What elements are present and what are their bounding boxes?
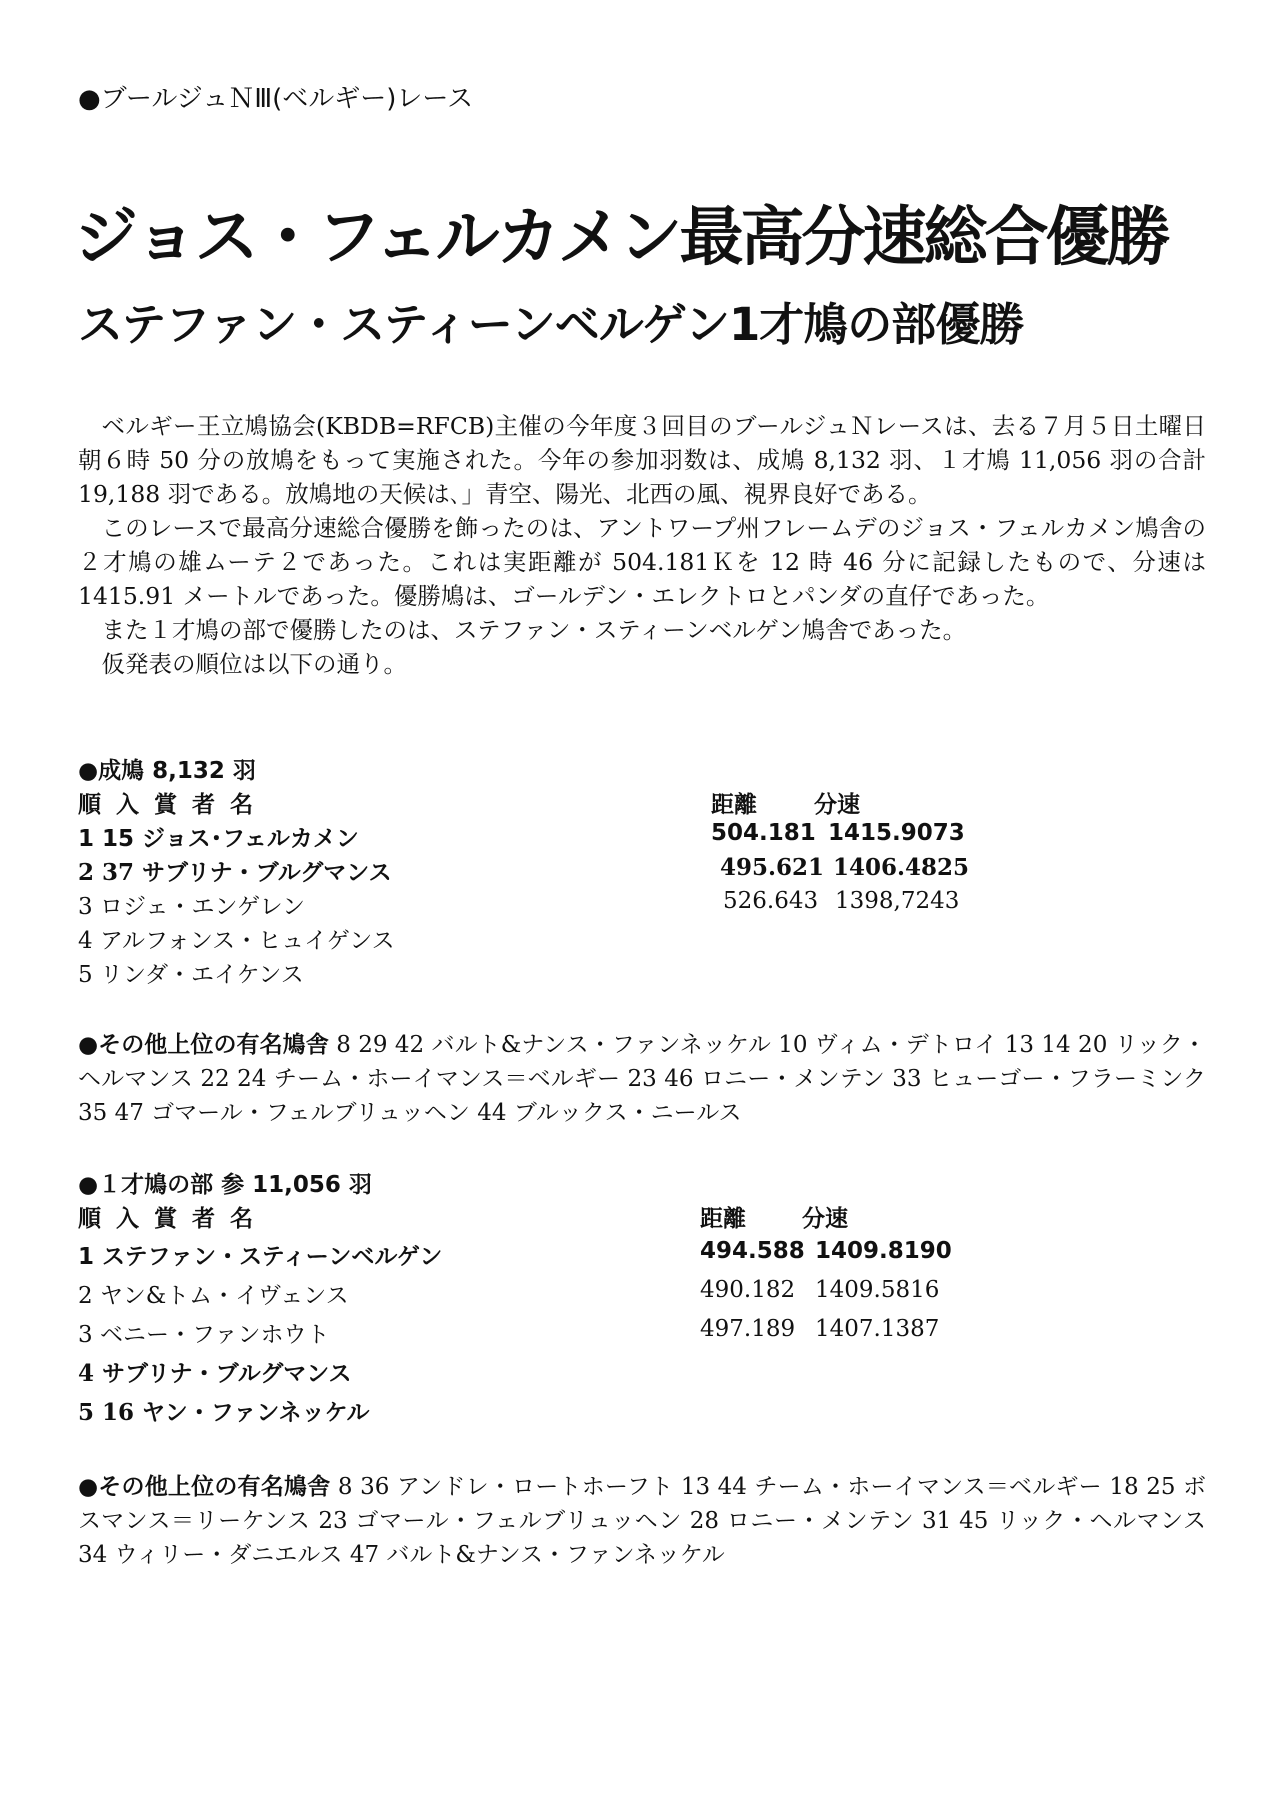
adult-section-title: ●成鳩 8,132 羽 [78, 758, 256, 784]
row-distance: 497.189 [700, 1316, 796, 1342]
race-label: ●ブールジュＮⅢ(ベルギー)レース [78, 84, 474, 114]
row-distance: 490.182 [700, 1277, 796, 1303]
table-row [78, 1277, 1078, 1316]
header-distance: 距離 [711, 792, 757, 818]
row-rank-name: 5 リンダ・エイケンス [78, 962, 304, 988]
table-row [78, 956, 1078, 990]
row-distance: 494.588 [700, 1238, 805, 1264]
row-rank-name: 2 ヤン&トム・イヴェンス [78, 1283, 349, 1309]
body-paragraph: また１才鳩の部で優勝したのは、ステファン・スティーンベルゲン鳩舎であった。 [101, 616, 967, 644]
table-row [78, 1238, 1078, 1277]
header-speed: 分速 [814, 792, 860, 818]
row-speed: 1409.8190 [815, 1238, 952, 1264]
table-row [78, 1394, 1078, 1433]
headline: ジョス・フェルカメン最高分速総合優勝 [74, 201, 1168, 275]
table-row [78, 888, 1078, 922]
other-lofts-label: ●その他上位の有名鳩舎 [78, 1474, 331, 1500]
row-rank-name: 1 15 ジョス･フェルカメン [78, 826, 359, 852]
table-header [78, 1200, 1078, 1238]
row-rank-name: 3 ロジェ・エンゲレン [78, 894, 305, 920]
other-lofts-list: 8 36 アンドレ・ロートホーフト 13 44 チーム・ホーイマンス＝ベルギー 18 25 ボスマンス＝リーケンス 23 ゴマール・フェルブリュッヘン 28 ロニー・メンテン 31 45 リック・ヘルマンス 34 ウィリー・ダニエルス 47 バルト&ナンス・ファンネッケル [78, 1474, 1206, 1568]
row-rank-name: 3 ベニー・ファンホウト [78, 1322, 330, 1348]
table-row [78, 1316, 1078, 1355]
body-paragraph: このレースで最高分速総合優勝を飾ったのは、アントワープ州フレームデのジョス・フェルカメン鳩舎の２才鳩の雄ムーテ２であった。これは実距離が 504.181Ｋを 12 時 46 分に記録したもので、分速は 1415.91 メートルであった。優勝鳩は、ゴールデン・エレクトロとパンダの直仔であった。 [78, 514, 1206, 610]
row-rank-name: 4 アルフォンス・ヒュイゲンス [78, 928, 395, 954]
adult-other-lofts [78, 1028, 1206, 1130]
adult-results-table [78, 786, 1078, 990]
row-distance: 495.621 [720, 854, 825, 881]
row-speed: 1398,7243 [835, 888, 960, 914]
table-row [78, 854, 1078, 888]
other-lofts-list: 8 29 42 バルト&ナンス・ファンネッケル 10 ヴィム・デトロイ 13 14 20 リック・ヘルマンス 22 24 チーム・ホーイマンス＝ベルギー 23 46 ロニー・メンテン 33 ヒューゴー・フラーミンク 35 47 ゴマール・フェルブリュッヘン 44 ブルックス・ニールス [78, 1032, 1206, 1126]
row-rank-name: 1 ステファン・スティーンベルゲン [78, 1244, 443, 1270]
body-paragraph: 仮発表の順位は以下の通り。 [101, 650, 407, 678]
row-speed: 1415.9073 [828, 820, 965, 846]
header-distance: 距離 [700, 1206, 746, 1232]
row-rank-name: 2 37 サブリナ・ブルグマンス [78, 859, 392, 886]
subheadline: ステファン・スティーンベルゲン1才鳩の部優勝 [78, 298, 1024, 351]
row-rank-name: 5 16 ヤン・ファンネッケル [78, 1399, 370, 1426]
body-paragraph: ベルギー王立鳩協会(KBDB=RFCB)主催の今年度３回目のブールジュＮレースは、去る７月５日土曜日朝６時 50 分の放鳩をもって実施された。今年の参加羽数は、成鳩 8,132 羽、１才鳩 11,056 羽の合計 19,188 羽である。放鳩地の天候は､」青空、陽光、北西の風、視界良好である。 [78, 412, 1206, 508]
table-row [78, 1355, 1078, 1394]
header-rank-name: 順入賞者名 [78, 792, 268, 818]
article-body [78, 409, 1206, 681]
header-rank-name: 順入賞者名 [78, 1206, 268, 1232]
row-distance: 526.643 [723, 888, 819, 914]
header-speed: 分速 [802, 1206, 848, 1232]
yearling-section-title: ●１才鳩の部 参 11,056 羽 [78, 1172, 372, 1198]
table-row [78, 922, 1078, 956]
yearling-results-table [78, 1200, 1078, 1433]
row-speed: 1409.5816 [815, 1277, 940, 1303]
row-speed: 1407.1387 [815, 1316, 940, 1342]
yearling-other-lofts [78, 1470, 1206, 1572]
row-rank-name: 4 サブリナ・ブルグマンス [78, 1360, 352, 1387]
table-row [78, 820, 1078, 854]
row-distance: 504.181 [711, 820, 816, 846]
row-speed: 1406.4825 [833, 854, 970, 881]
table-header [78, 786, 1078, 820]
other-lofts-label: ●その他上位の有名鳩舎 [78, 1032, 329, 1058]
